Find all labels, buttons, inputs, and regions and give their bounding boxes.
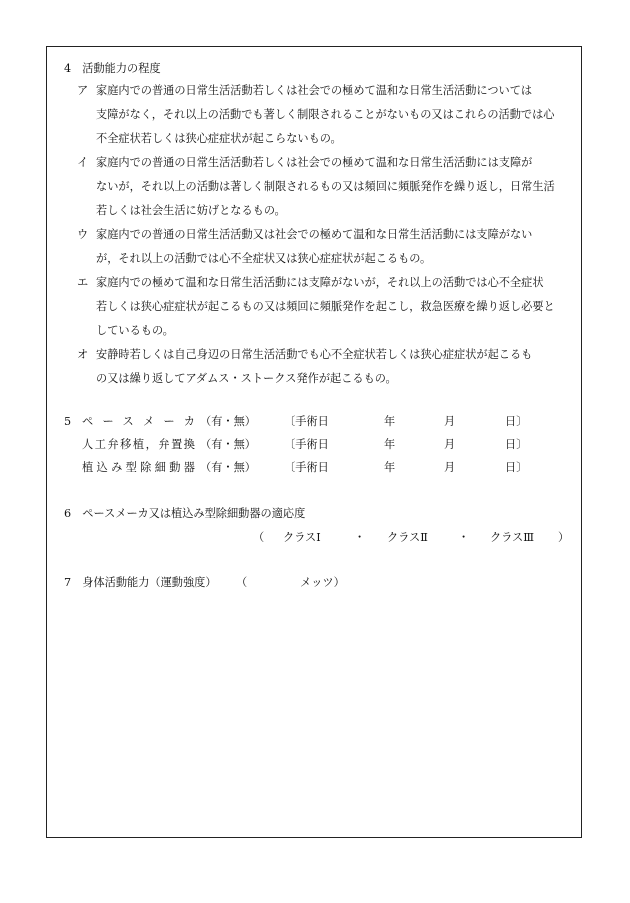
icd-year[interactable]: 年 [384, 461, 396, 474]
pacemaker-year[interactable]: 年 [384, 415, 396, 428]
pacemaker-month[interactable]: 月 [444, 415, 456, 428]
item-e-line-1: 家庭内での極めて温和な日常生活活動には支障がないが，それ以上の活動では心不全症状 [96, 276, 544, 289]
icd-label: 植込み型除細動器 [82, 461, 195, 474]
item-u-marker: ウ [77, 228, 89, 241]
class-2-option[interactable]: クラスⅡ [387, 531, 428, 544]
class-separator-2: ・ [458, 531, 470, 544]
valve-replacement-month[interactable]: 月 [444, 438, 456, 451]
item-a-line-3: 不全症状若しくは狭心症症状が起こらないもの。 [96, 132, 342, 145]
item-i-marker: イ [77, 156, 89, 169]
mets-unit: メッツ） [300, 576, 345, 589]
item-o-marker: オ [77, 348, 89, 361]
section5-number: 5 [64, 415, 72, 428]
item-a-line-1: 家庭内での普通の日常生活活動若しくは社会での極めて温和な日常生活活動については [96, 84, 533, 97]
pacemaker-day[interactable]: 日〕 [505, 415, 528, 428]
valve-replacement-day[interactable]: 日〕 [505, 438, 528, 451]
item-e-marker: エ [77, 276, 89, 289]
section7-heading: 7 身体活動能力（運動強度） [64, 576, 217, 589]
icd-month[interactable]: 月 [444, 461, 456, 474]
valve-replacement-date-label: 〔手術日 [284, 438, 329, 451]
section6-heading: 6 ペースメーカ又は植込み型除細動器の適応度 [64, 507, 306, 520]
item-i-line-1: 家庭内での普通の日常生活活動若しくは社会での極めて温和な日常生活活動には支障が [96, 156, 533, 169]
item-a-line-2: 支障がなく，それ以上の活動でも著しく制限されることがないもの又はこれらの活動では心 [96, 108, 555, 121]
section7-open-paren: （ [236, 576, 248, 589]
section6-open-paren: （ [253, 531, 265, 544]
section4-heading: 4 活動能力の程度 [64, 62, 161, 75]
item-i-line-3: 若しくは社会生活に妨げとなるもの。 [96, 204, 286, 217]
item-a-marker: ア [77, 84, 89, 97]
valve-replacement-year[interactable]: 年 [384, 438, 396, 451]
item-u-line-2: が，それ以上の活動では心不全症状又は狭心症症状が起こるもの。 [96, 252, 432, 265]
valve-replacement-choice[interactable]: （有・無） [200, 438, 256, 451]
class-separator-1: ・ [354, 531, 366, 544]
item-i-line-2: ないが，それ以上の活動は著しく制限されるもの又は頻回に頻脈発作を繰り返し，日常生活 [96, 180, 555, 193]
class-3-option[interactable]: クラスⅢ [490, 531, 535, 544]
class-1-option[interactable]: クラスⅠ [283, 531, 321, 544]
item-e-line-2: 若しくは狭心症症状が起こるもの又は頻回に頻脈発作を起こし，救急医療を繰り返し必要と [96, 300, 555, 313]
pacemaker-label: ペースメーカ [82, 415, 195, 428]
icd-day[interactable]: 日〕 [505, 461, 528, 474]
item-u-line-1: 家庭内での普通の日常生活活動又は社会での極めて温和な日常生活活動には支障がない [96, 228, 533, 241]
pacemaker-date-label: 〔手術日 [284, 415, 329, 428]
icd-date-label: 〔手術日 [284, 461, 329, 474]
item-e-line-3: しているもの。 [96, 324, 174, 337]
item-o-line-1: 安静時若しくは自己身辺の日常生活活動でも心不全症状若しくは狭心症症状が起こるも [96, 348, 533, 361]
pacemaker-choice[interactable]: （有・無） [200, 415, 256, 428]
valve-replacement-label: 人工弁移植，弁置換 [82, 438, 195, 451]
section6-close-paren: ） [558, 531, 570, 544]
icd-choice[interactable]: （有・無） [200, 461, 256, 474]
item-o-line-2: の又は繰り返してアダムス・ストークス発作が起こるもの。 [96, 372, 397, 385]
